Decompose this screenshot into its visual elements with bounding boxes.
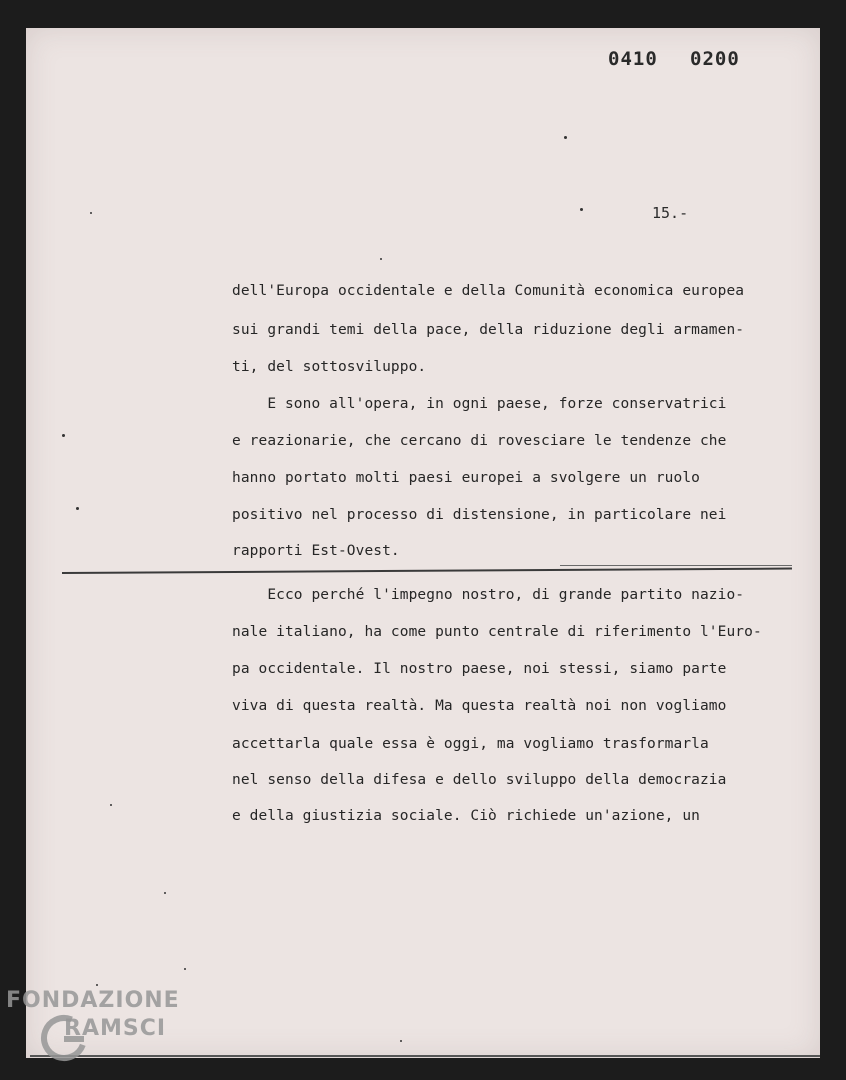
speck (76, 507, 79, 510)
watermark-line-2: RAMSCI (64, 1016, 167, 1041)
speck (400, 1040, 402, 1042)
text-line: E sono all'opera, in ogni paese, forze conservatrici (232, 396, 727, 412)
text-line: Ecco perché l'impegno nostro, di grande partito nazio- (232, 587, 745, 603)
text-line: nale italiano, ha come punto centrale di riferimento l'Euro- (232, 624, 762, 640)
horizontal-rule-faint (560, 565, 792, 566)
speck (164, 892, 166, 894)
text-line: accettarla quale essa è oggi, ma vogliamo trasformarla (232, 736, 709, 752)
watermark-line-1: FONDAZIONE (6, 988, 180, 1013)
fondazione-gramsci-watermark (6, 988, 216, 1068)
text-line: ti, del sottosviluppo. (232, 359, 427, 375)
archive-number-1: 0410 (608, 48, 658, 70)
speck (90, 212, 92, 214)
text-line: sui grandi temi della pace, della riduzione degli armamen- (232, 322, 745, 338)
speck (184, 968, 186, 970)
document-page (26, 28, 820, 1058)
text-line: viva di questa realtà. Ma questa realtà noi non vogliamo (232, 698, 727, 714)
text-line: rapporti Est-Ovest. (232, 543, 400, 559)
speck (62, 434, 65, 437)
speck (96, 984, 98, 986)
text-line: hanno portato molti paesi europei a svolgere un ruolo (232, 470, 700, 486)
speck (564, 136, 567, 139)
page-number: 15.- (652, 204, 689, 222)
speck (580, 208, 583, 211)
speck (110, 804, 112, 806)
text-line: positivo nel processo di distensione, in particolare nei (232, 507, 727, 523)
text-line: dell'Europa occidentale e della Comunità economica europea (232, 283, 745, 299)
text-line: nel senso della difesa e dello sviluppo della democrazia (232, 772, 727, 788)
text-line: pa occidentale. Il nostro paese, noi stessi, siamo parte (232, 661, 727, 677)
archive-number-2: 0200 (690, 48, 740, 70)
speck (380, 258, 382, 260)
text-line: e della giustizia sociale. Ciò richiede un'azione, un (232, 808, 700, 824)
text-line: e reazionarie, che cercano di rovesciare le tendenze che (232, 433, 727, 449)
